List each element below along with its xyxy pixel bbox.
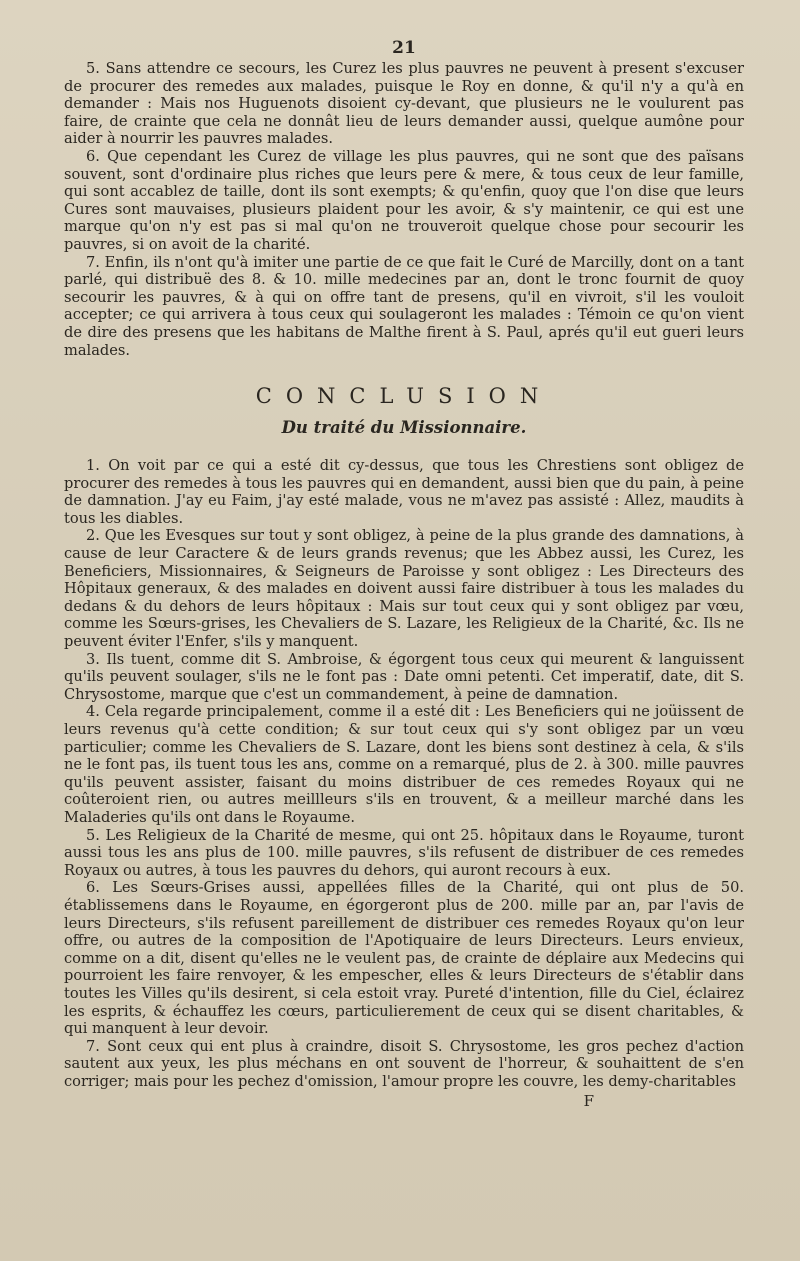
conclusion-paragraph-2: 2. Que les Evesques sur tout y sont obligez, à peine de la plus grande des damnations, à cause de leur Caractere & de leurs grands revenus; que les Abbez aussi, les Curez, les Beneficiers, Missionnaires, & Seigneurs de Paroisse y sont obligez : Les Directeurs des Hôpitaux generaux, & des malades en doivent aussi faire distribuer à tous les malades du dedans & du dehors de leurs hôpitaux : Mais sur tout ceux qui y sont obligez par vœu, comme les Sœurs-grises, les Chevaliers de S. Lazare, les Religieux de la Charité, &c. Ils ne peuvent éviter l'Enfer, s'ils y manquent. — [64, 527, 744, 651]
conclusion-paragraph-4: 4. Cela regarde principalement, comme il a esté dit : Les Beneficiers qui ne joüissent de leurs revenus qu'à cette condition; & sur tout ceux qui s'y sont obligez par un vœu particulier; comme les Chevaliers de S. Lazare, dont les biens sont destinez à cela, & s'ils ne le font pas, ils tuent tous les ans, comme on a remarqué, plus de 2. à 300. mille pauvres qu'ils peuvent assister, faisant du moins distribuer de ces remedes Royaux qui ne coûteroient rien, ou autres meillleurs s'ils en trouvent, & a meilleur marché dans les Maladeries qu'ils ont dans le Royaume. — [64, 703, 744, 826]
conclusion-paragraph-5: 5. Les Religieux de la Charité de mesme, qui ont 25. hôpitaux dans le Royaume, turont aussi tous les ans plus de 100. mille pauvres, s'ils refusent de distribuer de ces remedes Royaux ou autres, à tous les pauvres du dehors, qui auront recours à eux. — [64, 826, 744, 879]
paragraph-6: 6. Que cependant les Curez de village les plus pauvres, qui ne sont que des païsans souvent, sont d'ordinaire plus riches que leurs pere & mere, & tous ceux de leur famille, qui sont accablez de taille, dont ils sont exempts; & qu'enfin, quoy que l'on dise que leurs Cures sont mauvaises, plusieurs plaident pour les avoir, & s'y maintenir, ce qui est une marque qu'on n'y est pas si mal qu'on ne trouveroit quelque chose pour secourir les pauvres, si on avoit de la charité. — [64, 147, 744, 253]
conclusion-paragraph-1: 1. On voit par ce qui a esté dit cy-dessus, que tous les Chrestiens sont obligez de procurer des remedes à tous les pauvres qui en demandent, aussi bien que du pain, à peine de damnation. J'ay eu Faim, j'ay esté malade, vous ne m'avez pas assisté : Allez, maudits à tous les diables. — [64, 457, 744, 527]
conclusion-paragraph-7: 7. Sont ceux qui ent plus à craindre, disoit S. Chrysostome, les gros pechez d'action sautent aux yeux, les plus méchans en ont souvent de l'horreur, & souhaittent de s'en corriger; mais pour les pechez d'omission, l'amour propre les couvre, les demy-charitables — [64, 1037, 744, 1090]
page-number: 21 — [392, 38, 416, 58]
conclusion-subheading: Du traité du Missionnaire. — [281, 418, 527, 438]
conclusion-paragraph-3: 3. Ils tuent, comme dit S. Ambroise, & égorgent tous ceux qui meurent & languissent qu'ils peuvent soulager, s'ils ne le font pas : Date omni petenti. Cet imperatif, date, dit S. Chrysostome, marque que c'est un commandement, à peine de damnation. — [64, 650, 744, 703]
paragraph-7: 7. Enfin, ils n'ont qu'à imiter une partie de ce que fait le Curé de Marcilly, dont on a tant parlé, qui distribuë des 8. & 10. mille medecines par an, dont le tronc fournit de quoy secourir les pauvres, & à qui on offre tant de presens, qu'il en vivroit, s'il les vouloit accepter; ce qui arrivera à tous ceux qui soulageront les malades : Témoin ce qu'on vient de dire des presens que les habitans de Malthe firent à S. Paul, aprés qu'il eut gueri leurs malades. — [64, 253, 744, 359]
conclusion-paragraph-6: 6. Les Sœurs-Grises aussi, appellées filles de la Charité, qui ont plus de 50. établissemens dans le Royaume, en égorgeront plus de 200. mille par an, par l'avis de leurs Directeurs, s'ils refusent pareillement de distribuer ces remedes Royaux qu'on leur offre, ou autres de la composition de l'Apotiquaire de leurs Directeurs. Leurs envieux, comme on a dit, disent qu'elles ne le veulent pas, de crainte de déplaire aux Medecins qui pourroient les faire renvoyer, & les empescher, elles & leurs Directeurs de s'établir dans toutes les Villes qu'ils desirent, si cela estoit vray. Pureté d'intention, fille du Ciel, éclairez les esprits, & échauffez les cœurs, particulierement de ceux qui se disent charitables, & qui manquent à leur devoir. — [64, 879, 744, 1038]
signature-mark: F — [583, 1092, 594, 1111]
paragraph-5: 5. Sans attendre ce secours, les Curez les plus pauvres ne peuvent à present s'excuser de procurer des remedes aux malades, puisque le Roy en donne, & qu'il n'y a qu'à en demander : Mais nos Huguenots disoient cy-devant, que plusieurs ne le voulurent pas faire, de crainte que cela ne donnât lieu de leurs demander aussi, quelque aumône pour aider à nourrir les pauvres malades. — [64, 60, 744, 148]
conclusion-heading: CONCLUSION — [255, 384, 553, 409]
